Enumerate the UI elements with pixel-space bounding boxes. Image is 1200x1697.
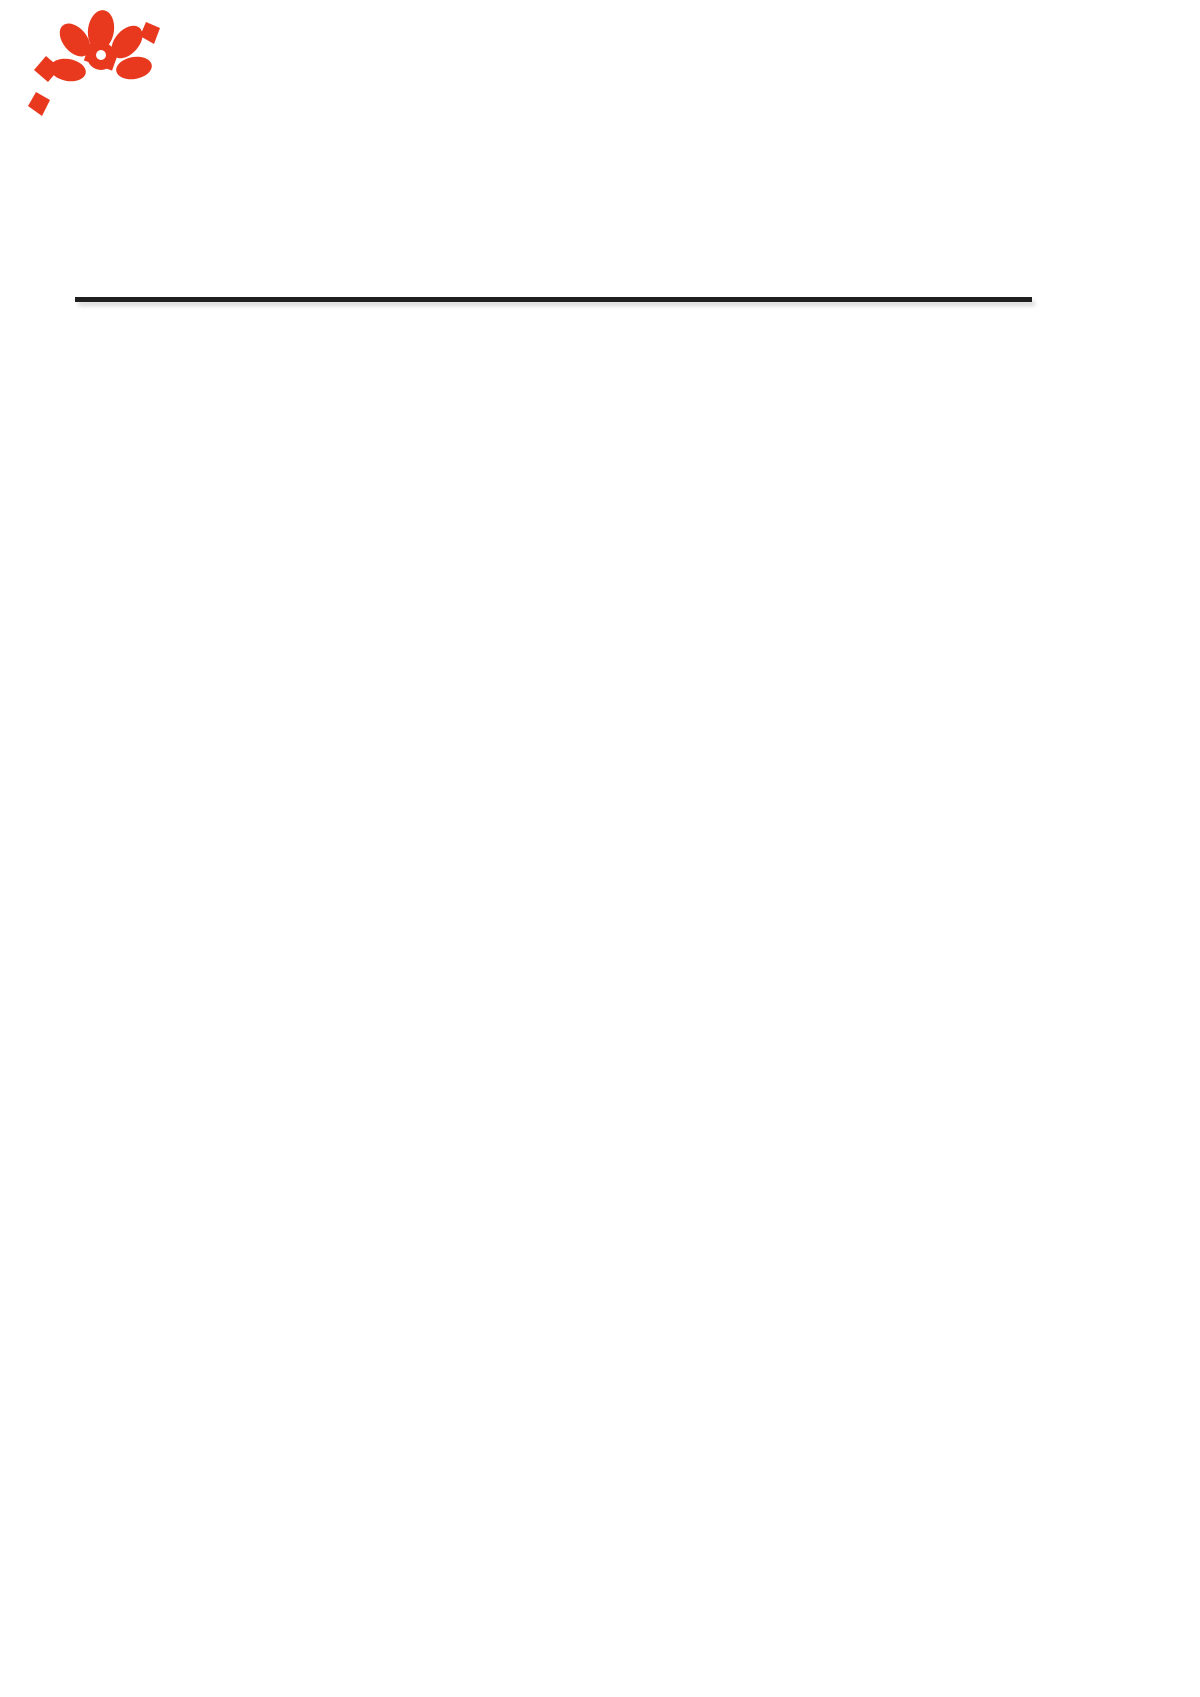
ayuntamiento-logo: [40, 12, 210, 152]
schedule-table: [75, 297, 1032, 302]
cma-logo-letters: [271, 106, 283, 111]
page-header: [0, 0, 1200, 195]
footer: [0, 1539, 1200, 1697]
footer-address-line: [68, 1555, 1200, 1586]
flower-icon: [26, 8, 176, 128]
flame-icon: [255, 54, 299, 106]
page-title: [0, 195, 1200, 234]
title-line-2: [584, 222, 616, 224]
cma-logo: [222, 46, 332, 168]
